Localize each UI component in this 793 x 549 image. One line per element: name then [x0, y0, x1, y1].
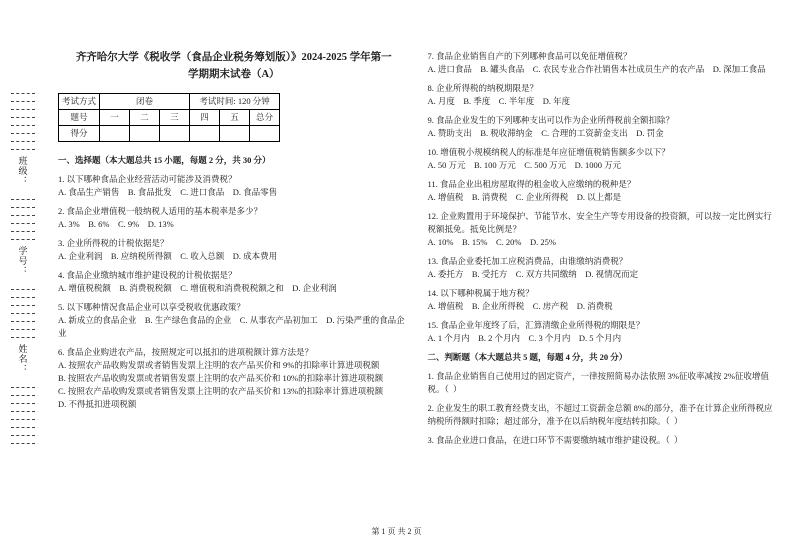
text-line: 3. 企业所得税的计税依据是？ [58, 237, 169, 248]
text-line: 2. 企业发生的职工教育经费支出，不超过工资薪金总额 8%的部分，准予在计算企业所得税应纳税所得额时扣除；超过部分，准予在以后纳税年度结转扣除。（ ） [427, 403, 773, 426]
binding-dot-line [11, 216, 35, 224]
text-line: 12. 企业购置用于环境保护、节能节水、安全生产等专用设备的投资额，可以按一定比例实行税额抵免。抵免比例是？ [427, 211, 772, 234]
col-one: 一 [100, 109, 130, 125]
question-8 [428, 82, 780, 108]
score-label: 得分 [59, 125, 100, 141]
question-5 [58, 301, 410, 340]
binding-dot-line [11, 192, 35, 200]
left-column [58, 50, 410, 519]
text-line: 4. 食品企业缴纳城市维护建设税的计税依据是？ [58, 269, 237, 280]
table-row [59, 109, 280, 125]
binding-dots [10, 86, 36, 150]
text-line: 1. 食品企业销售自己使用过的固定资产，一律按照简易办法依照 3%征收率减按 2%征收增值税。（ ） [427, 371, 769, 394]
question-3 [58, 237, 410, 263]
text-line: A. 增值税 B. 企业所得税 C. 房产税 D. 消费税 [427, 301, 613, 311]
text-line: 一、选择题（本大题总共 15 小题，每题 2 分，共 30 分） [58, 154, 271, 165]
text-line: A. 按照农产品收购发票或者销售发票上注明的农产品买价和 9%的扣除率计算进项税额 [58, 359, 380, 370]
question-2 [58, 205, 410, 231]
score-cell [250, 125, 280, 141]
score-cell [220, 125, 250, 141]
question-9 [428, 114, 780, 140]
text-line: A. 食品生产销售 B. 食品批发 C. 进口食品 D. 食品零售 [58, 186, 278, 197]
binding-dot-line [11, 102, 35, 110]
text-line: A. 赞助支出 B. 税收滞纳金 C. 合理的工资薪金支出 D. 罚金 [427, 128, 664, 138]
binding-dot-line [11, 388, 35, 396]
col-three: 三 [160, 109, 190, 125]
judge-question-1 [428, 370, 780, 396]
text-line: A. 进口食品 B. 罐头食品 C. 农民专业合作社销售本社成员生产的农产品 D. 深加工食品 [427, 64, 766, 74]
text-line: 5. 以下哪种情况食品企业可以享受税收优惠政策？ [58, 301, 246, 312]
text-line: A. 50 万元 B. 100 万元 C. 500 万元 D. 1000 万元 [427, 160, 622, 170]
exam-method-value: 闭卷 [100, 93, 190, 109]
binding-dots [10, 380, 36, 444]
question-number-label: 题号 [59, 109, 100, 125]
binding-dot-line [11, 126, 35, 134]
exam-title [58, 50, 410, 84]
text-line: 1. 以下哪种食品企业经营活动可能涉及消费税？ [58, 173, 237, 184]
text-line: A. 新成立的食品企业 B. 生产绿色食品的企业 C. 从事农产品初加工 D. 污染严重的食品企业 [58, 314, 405, 338]
binding-strip [6, 86, 40, 486]
table-row [59, 125, 280, 141]
exam-title-line-1: 齐齐哈尔大学《税收学（食品企业税务筹划版）》2024-2025 学年第一 [75, 52, 392, 63]
binding-dot-line [11, 208, 35, 216]
text-line: A. 10% B. 15% C. 20% D. 25% [427, 237, 556, 247]
text-line: 7. 食品企业销售自产的下列哪种食品可以免征增值税？ [427, 51, 632, 61]
binding-dot-line [11, 86, 35, 94]
question-12 [428, 210, 780, 249]
text-line: 3. 食品企业进口食品，在进口环节不需要缴纳城市维护建设税。（ ） [427, 435, 683, 445]
binding-dot-line [11, 298, 35, 306]
binding-dot-line [11, 314, 35, 322]
judge-question-3 [428, 434, 780, 447]
question-7 [428, 50, 780, 76]
left-question-list [58, 154, 410, 411]
exam-title-line-2: 学期期末试卷（A） [187, 68, 280, 80]
text-line: 9. 食品企业发生的下列哪种支出可以作为企业所得税前全额扣除？ [427, 115, 675, 125]
right-question-list [428, 50, 780, 447]
section-2-heading [428, 351, 780, 364]
text-line: 8. 企业所得税的纳税期限是？ [427, 83, 539, 93]
binding-dot-line [11, 94, 35, 102]
question-1 [58, 173, 410, 199]
binding-dot-line [11, 282, 35, 290]
text-line: 11. 食品企业出租房屋取得的租金收入应缴纳的税种是？ [427, 179, 636, 189]
score-cell [130, 125, 160, 141]
binding-dot-line [11, 322, 35, 330]
exam-method-label: 考试方式 [59, 93, 100, 109]
total-score-label: 总分 [250, 109, 280, 125]
table-row [59, 93, 280, 109]
text-line: A. 3% B. 6% C. 9% D. 13% [58, 218, 174, 229]
text-line: 15. 食品企业年度终了后，汇算清缴企业所得税的期限是？ [427, 320, 645, 330]
question-4 [58, 269, 410, 295]
binding-dot-line [11, 428, 35, 436]
binding-dot-line [11, 436, 35, 444]
binding-dot-line [11, 420, 35, 428]
question-6 [58, 346, 410, 411]
binding-dot-line [11, 200, 35, 208]
text-line: 14. 以下哪种税属于地方税？ [427, 288, 534, 298]
right-column [428, 50, 780, 519]
text-line: A. 月度 B. 季度 C. 半年度 D. 年度 [427, 96, 571, 106]
question-11 [428, 178, 780, 204]
question-10 [428, 146, 780, 172]
text-line: C. 按照农产品收购发票或者销售发票上注明的农产品买价和 13%的扣除率计算进项税额 [58, 385, 384, 396]
text-line: 2. 食品企业增值税一般纳税人适用的基本税率是多少？ [58, 205, 263, 216]
exam-info-table [58, 93, 280, 142]
text-line: B. 按照农产品收购发票或者销售发票上注明的农产品买价和 10%的扣除率计算进项税额 [58, 372, 384, 383]
text-line: A. 增值税税额 B. 消费税税额 C. 增值税和消费税税额之和 D. 企业利润 [58, 282, 337, 293]
text-line: A. 企业利润 B. 应纳税所得额 C. 收入总额 D. 成本费用 [58, 250, 278, 261]
exam-duration: 考试时间: 120 分钟 [190, 93, 280, 109]
binding-dot-line [11, 110, 35, 118]
text-line: 二、判断题（本大题总共 5 题，每题 4 分，共 20 分） [427, 352, 628, 362]
text-line: A. 委托方 B. 受托方 C. 双方共同缴纳 D. 视情况而定 [427, 269, 639, 279]
binding-dot-line [11, 290, 35, 298]
score-cell [100, 125, 130, 141]
binding-dot-line [11, 404, 35, 412]
student-id-label: 学号： [17, 246, 28, 276]
question-15 [428, 319, 780, 345]
binding-dot-line [11, 134, 35, 142]
content-columns [58, 50, 779, 519]
col-four: 四 [190, 109, 220, 125]
binding-dot-line [11, 142, 35, 150]
text-line: 6. 食品企业购进农产品，按照规定可以抵扣的进项税额计算方法是？ [58, 346, 314, 357]
score-cell [190, 125, 220, 141]
binding-dot-line [11, 306, 35, 314]
class-label: 班级： [17, 156, 28, 186]
binding-dot-line [11, 396, 35, 404]
binding-dot-line [11, 224, 35, 232]
binding-dots [10, 282, 36, 338]
text-line: A. 增值税 B. 消费税 C. 企业所得税 D. 以上都是 [427, 192, 622, 202]
col-two: 二 [130, 109, 160, 125]
page-footer: 第 1 页 共 2 页 [371, 527, 422, 536]
section-1-heading [58, 154, 410, 167]
binding-dots [10, 192, 36, 240]
name-label: 姓名： [17, 344, 28, 374]
judge-question-2 [428, 402, 780, 428]
binding-dot-line [11, 232, 35, 240]
col-five: 五 [220, 109, 250, 125]
binding-dot-line [11, 380, 35, 388]
text-line: 10. 增值税小规模纳税人的标准是年应征增值税销售额多少以下？ [427, 147, 670, 157]
binding-dot-line [11, 330, 35, 338]
question-13 [428, 255, 780, 281]
text-line: A. 1 个月内 B. 2 个月内 C. 3 个月内 D. 5 个月内 [427, 333, 622, 343]
text-line: D. 不得抵扣进项税额 [58, 398, 137, 409]
binding-dot-line [11, 118, 35, 126]
text-line: 13. 食品企业委托加工应税消费品，由谁缴纳消费税？ [427, 256, 628, 266]
question-14 [428, 287, 780, 313]
binding-dot-line [11, 412, 35, 420]
score-cell [160, 125, 190, 141]
